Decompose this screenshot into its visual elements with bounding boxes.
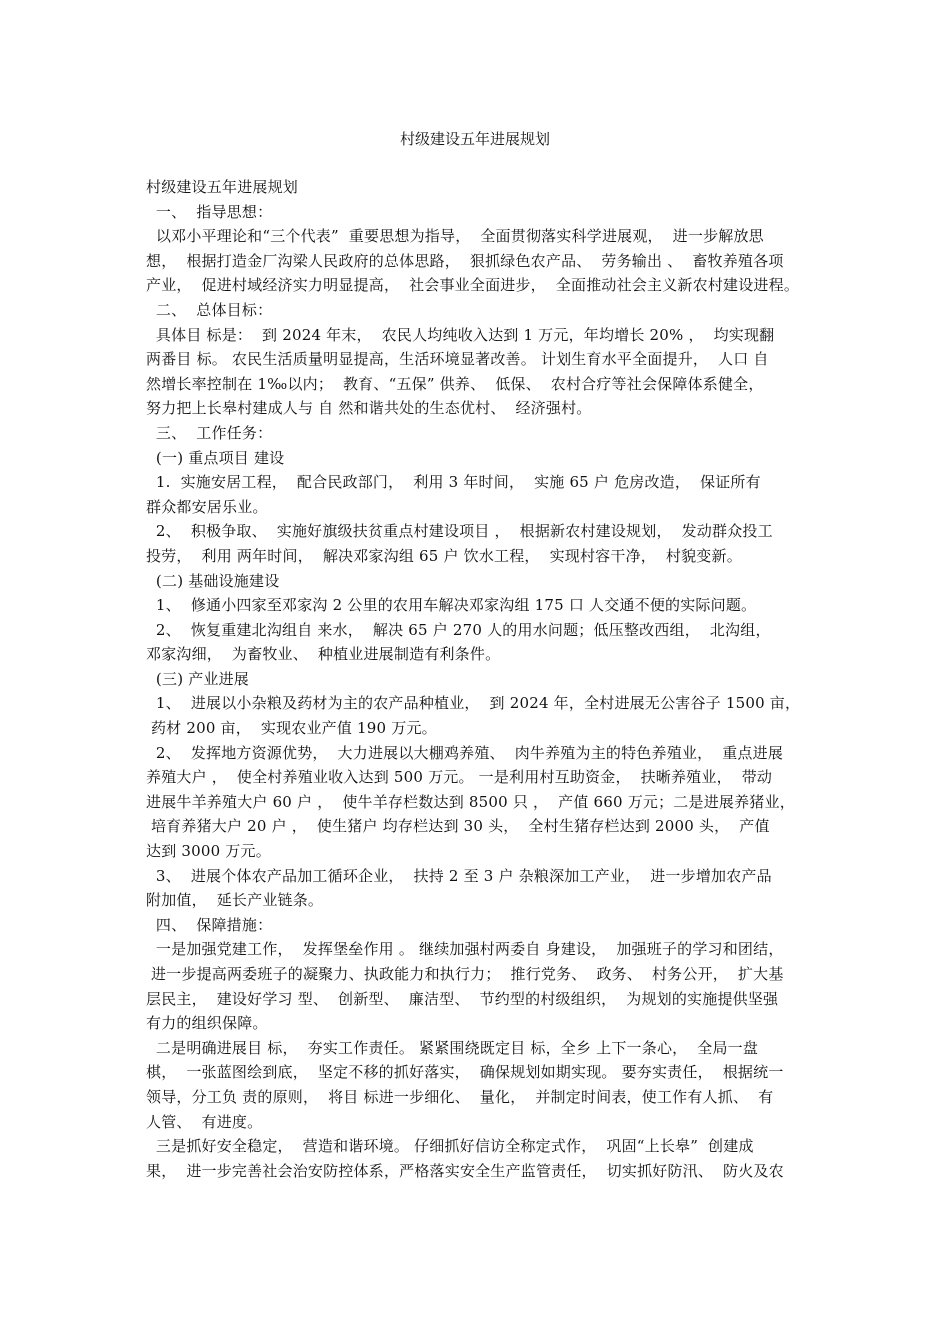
- text-line: 有力的组织保障。: [146, 1014, 268, 1033]
- text-line: 三是抓好安全稳定， 营造和谐环境。 仔细抓好信访全称定式作， 巩固“上长皋” 创建成: [146, 1137, 754, 1156]
- text-line: 努力把上长皋村建成人与 自 然和谐共处的生态优村、 经济强村。: [146, 399, 592, 418]
- text-line: 人管、 有进度。: [146, 1112, 263, 1131]
- text-line: 1、 进展以小杂粮及药材为主的农产品种植业， 到 2024 年，全村进展无公害谷子 1500 亩，: [146, 694, 801, 713]
- text-line: (一) 重点项目 建设: [146, 448, 285, 467]
- text-line: 2、 恢复重建北沟组自 来水， 解决 65 户 270 人的用水问题；低压整改西组， 北沟组，: [146, 620, 771, 639]
- text-line: 2、 积极争取、 实施好旗级扶贫重点村建设项目 ， 根据新农村建设规划， 发动群众投工: [146, 522, 773, 541]
- text-line: 2、 发挥地方资源优势， 大力进展以大棚鸡养殖、 肉牛养殖为主的特色养殖业， 重点进展: [146, 743, 784, 762]
- text-line: 村级建设五年进展规划: [146, 178, 299, 196]
- text-line: (二) 基础设施建设: [146, 571, 280, 590]
- text-line: 一、 指导思想：: [146, 202, 273, 221]
- text-line: 具体目 标是： 到 2024 年末， 农民人均纯收入达到 1 万元，年均增长 20% ， 均实现翻: [146, 325, 775, 344]
- text-line: 药材 200 亩， 实现农业产值 190 万元。: [146, 719, 437, 738]
- text-line: 养殖大户 ， 使全村养殖业收入达到 500 万元。 一是利用村互助资金， 扶晰养殖业， 带动: [146, 768, 773, 787]
- text-line: 然增长率控制在 1‰以内； 教育、“五保” 供养、 低保、 农村合疗等社会保障体系健全，: [146, 374, 764, 393]
- text-line: 两番目 标。 农民生活质量明显提高，生活环境显著改善。 计划生育水平全面提升， 人口 自: [146, 350, 769, 369]
- text-line: 进一步提高两委班子的凝聚力、执政能力和执行力； 推行党务、 政务、 村务公开， 扩大基: [146, 965, 784, 983]
- text-line: 想， 根据打造金厂沟梁人民政府的总体思路， 狠抓绿色农产品、 劳务输出 、 畜牧养殖各项: [146, 251, 784, 270]
- text-line: 果， 进一步完善社会治安防控体系，严格落实安全生产监管责任， 切实抓好防汛、 防火及农: [146, 1161, 784, 1180]
- text-line: 二、 总体目标：: [146, 300, 273, 319]
- text-line: 三、 工作任务：: [146, 423, 273, 442]
- text-line: 3、 进展个体农产品加工循环企业， 扶持 2 至 3 户 杂粮深加工产业， 进一步增加农产品: [146, 866, 772, 885]
- text-line: 层民主， 建设好学习 型、 创新型、 廉洁型、 节约型的村级组织， 为规划的实施提供坚强: [146, 989, 779, 1008]
- text-line: 四、 保障措施：: [146, 915, 273, 934]
- text-line: 邓家沟细， 为畜牧业、 种植业进展制造有利条件。: [146, 645, 501, 664]
- text-line: 棋， 一张蓝图绘到底， 坚定不移的抓好落实， 确保规划如期实现。 要夯实责任， 根据统一: [146, 1063, 784, 1082]
- text-line: 进展牛羊养殖大户 60 户 ， 使牛羊存栏数达到 8500 只 ， 产值 660 万元；二是进展养猪业，: [146, 792, 795, 811]
- text-line: 1、 修通小四家至邓家沟 2 公里的农用车解决邓家沟组 175 口 人交通不便的实际问题。: [146, 596, 757, 615]
- document-body: [146, 175, 826, 1183]
- text-line: 以邓小平理论和“三个代表” 重要思想为指导， 全面贯彻落实科学进展观， 进一步解放思: [146, 227, 764, 246]
- text-line: (三) 产业进展: [146, 669, 250, 688]
- text-line: 附加值， 延长产业链条。: [146, 891, 324, 910]
- text-line: 一是加强党建工作， 发挥堡垒作用 。 继续加强村两委自 身建设， 加强班子的学习和团结，: [146, 940, 784, 959]
- text-line: 二是明确进展目 标， 夯实工作责任。 紧紧围绕既定目 标，全乡 上下一条心， 全局一盘: [146, 1038, 759, 1057]
- text-line: 产业， 促进村域经济实力明显提高， 社会事业全面进步， 全面推动社会主义新农村建设进程。: [146, 276, 800, 295]
- text-line: 投劳， 利用 两年时间， 解决邓家沟组 65 户 饮水工程， 实现村容干净， 村貌变新。: [146, 546, 742, 565]
- text-line: 群众都安居乐业。: [146, 497, 268, 516]
- text-line: 培育养猪大户 20 户 ， 使生猪户 均存栏达到 30 头， 全村生猪存栏达到 2000 头， 产值: [146, 817, 770, 836]
- text-line: 领导，分工负 责的原则， 将目 标进一步细化、 量化， 并制定时间表，使工作有人抓、 有: [146, 1087, 774, 1106]
- text-line: 1. 实施安居工程， 配合民政部门， 利用 3 年时间， 实施 65 户 危房改造， 保证所有: [146, 473, 761, 492]
- text-line: 达到 3000 万元。: [146, 842, 271, 861]
- document-title: 村级建设五年进展规划: [399, 130, 550, 148]
